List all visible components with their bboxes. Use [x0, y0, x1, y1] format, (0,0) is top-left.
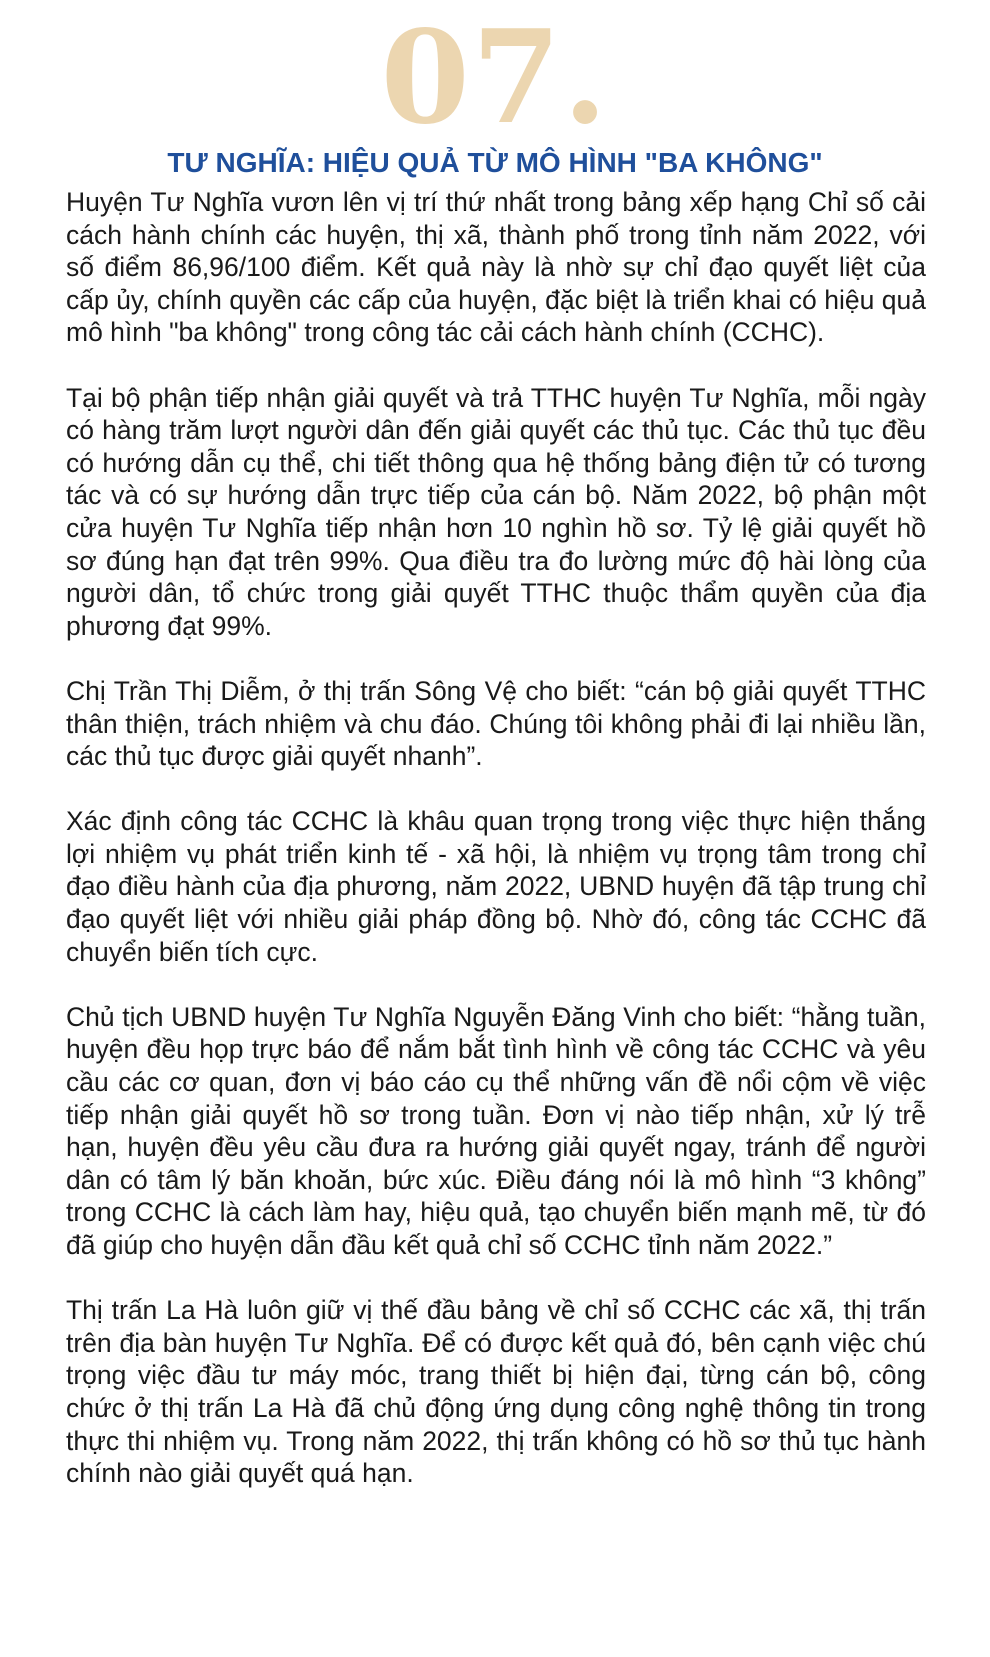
paragraph: Tại bộ phận tiếp nhận giải quyết và trả TTHC huyện Tư Nghĩa, mỗi ngày có hàng trăm lượt người dân đến giải quyết các thủ tục. Các thủ tục đều có hướng dẫn cụ thể, chi tiết thông qua hệ thống bảng điện tử có tương tác và có sự hướng dẫn trực tiếp của cán bộ. Năm 2022, bộ phận một cửa huyện Tư Nghĩa tiếp nhận hơn 10 nghìn hồ sơ. Tỷ lệ giải quyết hồ sơ đúng hạn đạt trên 99%. Qua điều tra đo lường mức độ hài lòng của người dân, tổ chức trong giải quyết TTHC thuộc thẩm quyền của địa phương đạt 99%. [66, 382, 926, 641]
section-heading: TƯ NGHĨA: HIỆU QUẢ TỪ MÔ HÌNH "BA KHÔNG" [167, 147, 823, 178]
paragraph: Chị Trần Thị Diễm, ở thị trấn Sông Vệ cho biết: “cán bộ giải quyết TTHC thân thiện, trách nhiệm và chu đáo. Chúng tôi không phải đi lại nhiều lần, các thủ tục được giải quyết nhanh”. [66, 675, 926, 772]
section-number: 07. [380, 3, 610, 153]
paragraph: Thị trấn La Hà luôn giữ vị thế đầu bảng về chỉ số CCHC các xã, thị trấn trên địa bàn huyện Tư Nghĩa. Để có được kết quả đó, bên cạnh việc chú trọng việc đầu tư máy móc, trang thiết bị hiện đại, từng cán bộ, công chức ở thị trấn La Hà đã chủ động ứng dụng công nghệ thông tin trong thực thi nhiệm vụ. Trong năm 2022, thị trấn không có hồ sơ thủ tục hành chính nào giải quyết quá hạn. [66, 1295, 926, 1489]
paragraph: Xác định công tác CCHC là khâu quan trọng trong việc thực hiện thắng lợi nhiệm vụ phát triển kinh tế - xã hội, là nhiệm vụ trọng tâm trong chỉ đạo điều hành của địa phương, năm 2022, UBND huyện đã tập trung chỉ đạo quyết liệt với nhiều giải pháp đồng bộ. Nhờ đó, công tác CCHC đã chuyển biến tích cực. [66, 806, 926, 967]
paragraph: Chủ tịch UBND huyện Tư Nghĩa Nguyễn Đăng Vinh cho biết: “hằng tuần, huyện đều họp trực báo để nắm bắt tình hình về công tác CCHC và yêu cầu các cơ quan, đơn vị báo cáo cụ thể những vấn đề nổi cộm về việc tiếp nhận giải quyết hồ sơ trong tuần. Đơn vị nào tiếp nhận, xử lý trễ hạn, huyện đều yêu cầu đưa ra hướng giải quyết ngay, tránh để người dân có tâm lý băn khoăn, bức xúc. Điều đáng nói là mô hình “3 không” trong CCHC là cách làm hay, hiệu quả, tạo chuyển biến mạnh mẽ, từ đó đã giúp cho huyện dẫn đầu kết quả chỉ số CCHC tỉnh năm 2022.” [66, 1001, 926, 1260]
paragraph: Huyện Tư Nghĩa vươn lên vị trí thứ nhất trong bảng xếp hạng Chỉ số cải cách hành chính các huyện, thị xã, thành phố trong tỉnh năm 2022, với số điểm 86,96/100 điểm. Kết quả này là nhờ sự chỉ đạo quyết liệt của cấp ủy, chính quyền các cấp của huyện, đặc biệt là triển khai có hiệu quả mô hình "ba không" trong công tác cải cách hành chính (CCHC). [66, 187, 926, 348]
article-body [66, 186, 926, 1490]
